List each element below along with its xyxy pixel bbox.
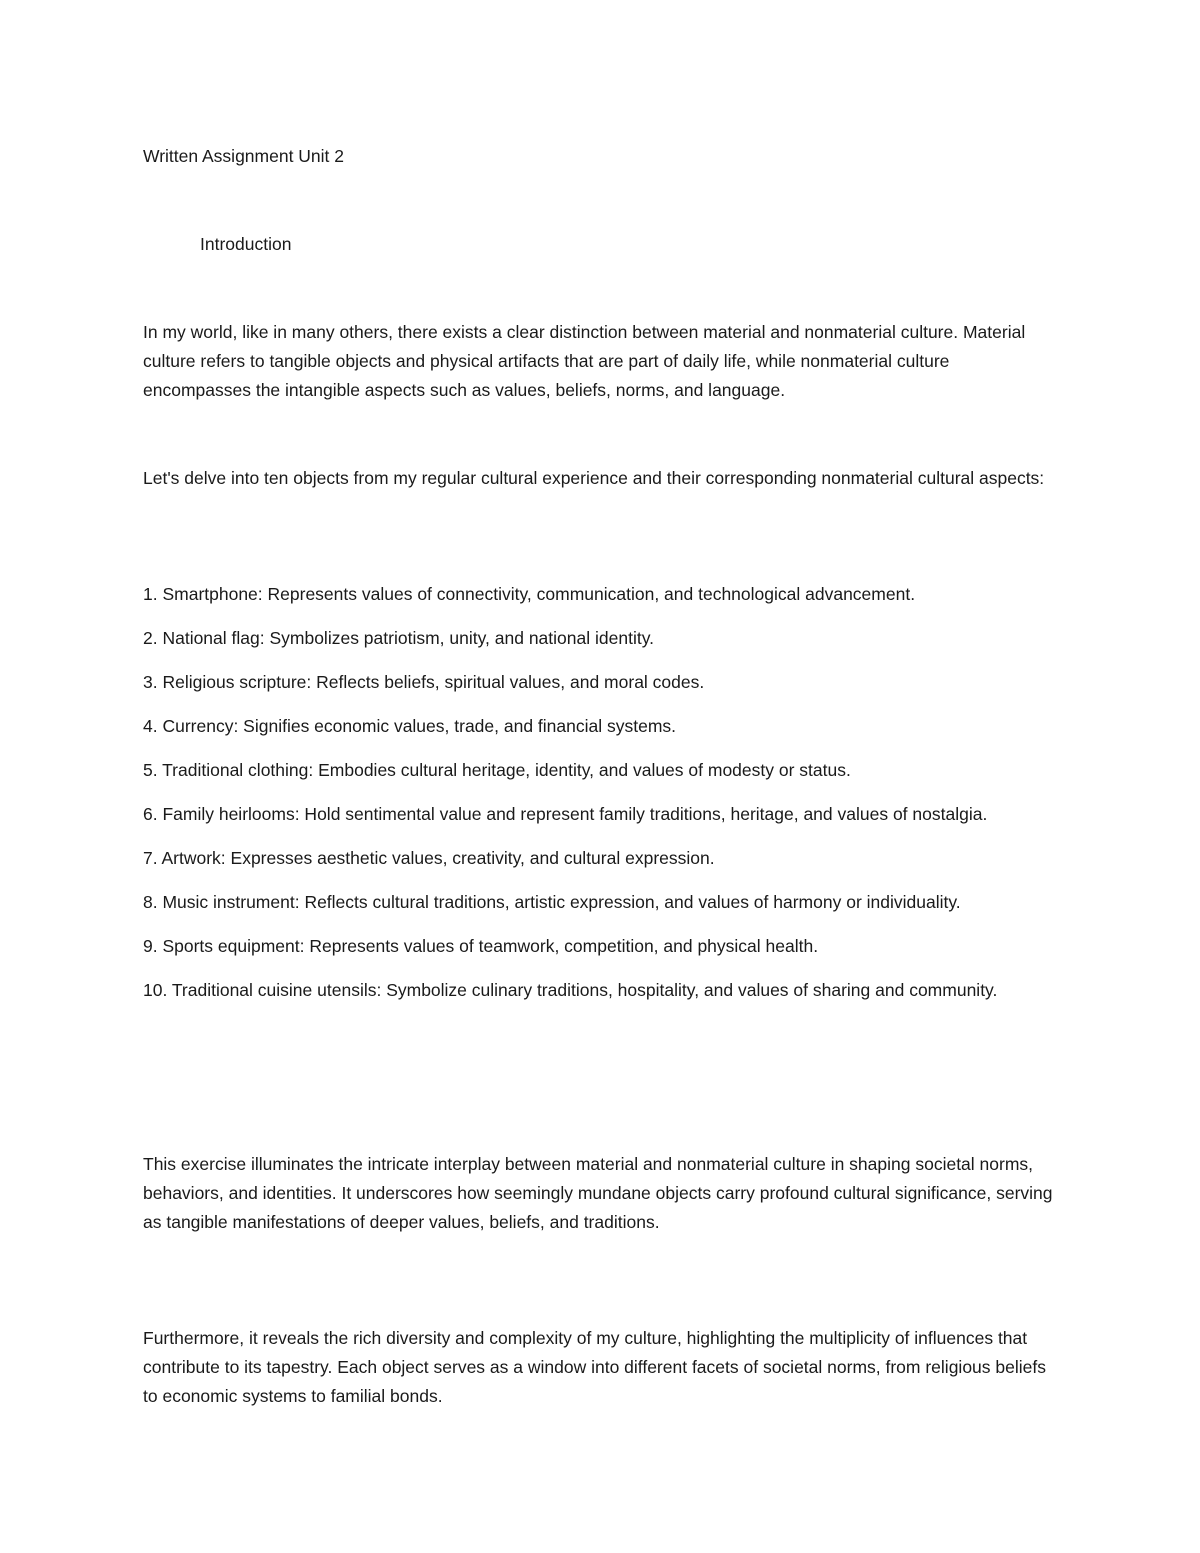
section-heading-introduction: Introduction xyxy=(200,234,292,254)
document-title: Written Assignment Unit 2 xyxy=(143,146,345,166)
list-item: 7. Artwork: Expresses aesthetic values, creativity, and cultural expression. xyxy=(143,848,715,868)
intro-paragraph: In my world, like in many others, there exists a clear distinction between material and nonmaterial culture. Material culture refers to tangible objects and physical artifacts that are part of daily life, while nonmaterial culture encompasses the intangible aspects such as values, beliefs, norms, and language. xyxy=(143,322,1026,400)
lead-in-paragraph-block xyxy=(143,464,1058,493)
objects-list xyxy=(143,580,1058,1020)
conclusion-paragraph-1-block xyxy=(143,1150,1058,1237)
list-item: 8. Music instrument: Reflects cultural traditions, artistic expression, and values of harmony or individuality. xyxy=(143,892,961,912)
list-item: 2. National flag: Symbolizes patriotism, unity, and national identity. xyxy=(143,628,655,648)
conclusion-paragraph-2-block xyxy=(143,1324,1058,1411)
list-item: 3. Religious scripture: Reflects beliefs, spiritual values, and moral codes. xyxy=(143,672,705,692)
lead-in-paragraph: Let's delve into ten objects from my regular cultural experience and their corresponding nonmaterial cultural aspects: xyxy=(143,468,1045,488)
conclusion-paragraph-1: This exercise illuminates the intricate interplay between material and nonmaterial culture in shaping societal norms, behaviors, and identities. It underscores how seemingly mundane objects carry profound cultural significance, serving as tangible manifestations of deeper values, beliefs, and traditions. xyxy=(143,1154,1053,1232)
list-item: 10. Traditional cuisine utensils: Symbolize culinary traditions, hospitality, and values of sharing and community. xyxy=(143,980,998,1000)
intro-paragraph-block xyxy=(143,318,1058,405)
list-item: 1. Smartphone: Represents values of connectivity, communication, and technological advancement. xyxy=(143,584,916,604)
list-item: 4. Currency: Signifies economic values, trade, and financial systems. xyxy=(143,716,677,736)
conclusion-paragraph-2: Furthermore, it reveals the rich diversity and complexity of my culture, highlighting the multiplicity of influences that contribute to its tapestry. Each object serves as a window into different facets of societal norms, from religious beliefs to economic systems to familial bonds. xyxy=(143,1328,1046,1406)
list-item: 9. Sports equipment: Represents values of teamwork, competition, and physical health. xyxy=(143,936,819,956)
list-item: 6. Family heirlooms: Hold sentimental value and represent family traditions, heritage, and values of nostalgia. xyxy=(143,804,988,824)
list-item: 5. Traditional clothing: Embodies cultural heritage, identity, and values of modesty or status. xyxy=(143,760,851,780)
